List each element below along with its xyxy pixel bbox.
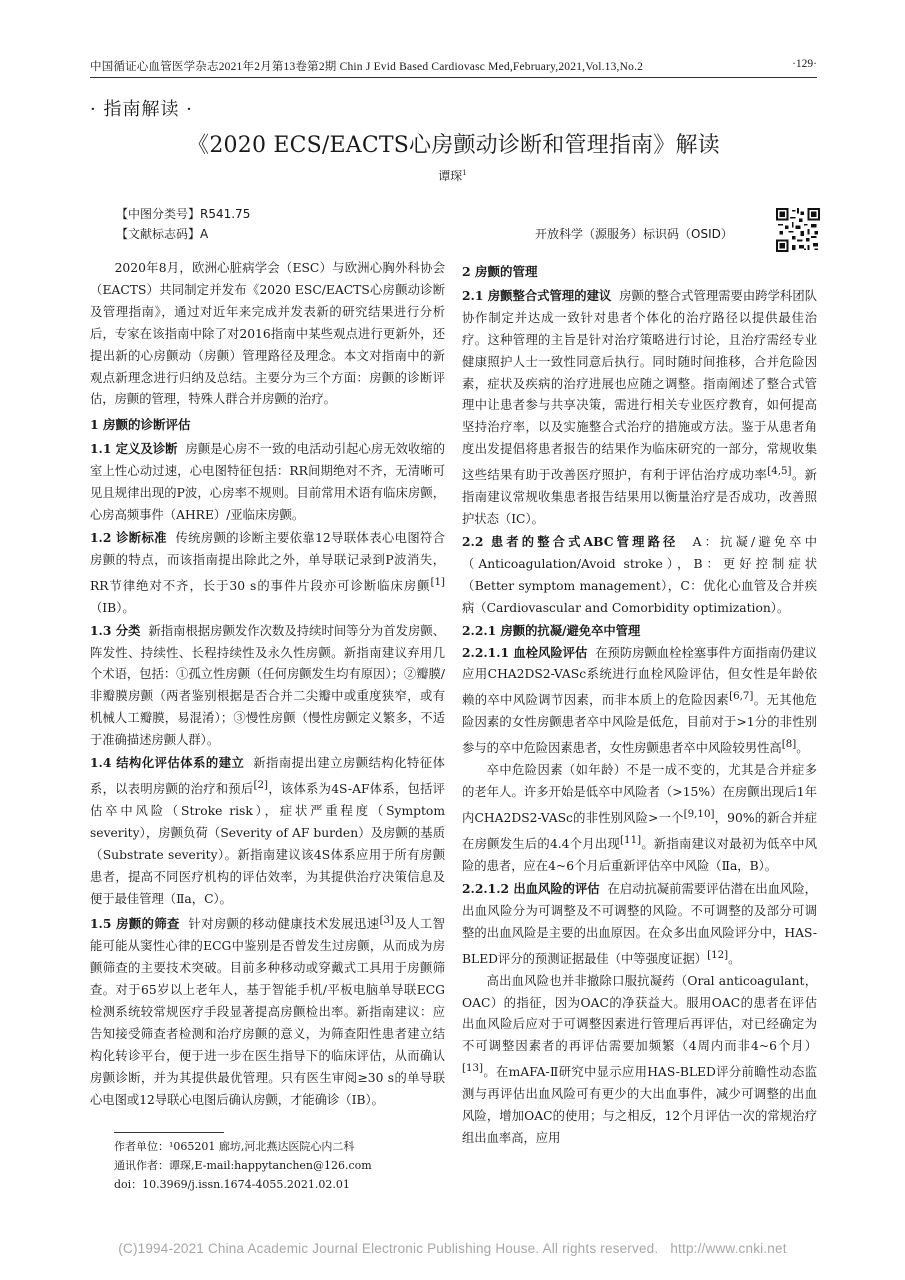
section-1-heading: 1 房颤的诊断评估 [90,417,191,433]
section-1-3-text: 新指南根据房颤发作次数及持续时间等分为首发房颤、阵发性、持续性、长程持续性及永久性房颤。新指南建议弃用几个术语，包括：①孤立性房颤（任何房颤发生均有原因）；②瓣膜/非瓣膜房颤（两者鉴别根据是否合并二尖瓣中或重度狭窄，或有机械人工瓣膜，易混淆）；③慢性房颤（慢性房颤定义繁多，不适于准确描述房颤人群）。 [90,623,445,748]
section-1-5 [90,910,445,1111]
citation: [12] [707,948,729,961]
article-title: 《2020 ECS/EACTS心房颤动诊断和管理指南》解读 [187,133,720,158]
section-1-5-text: 针对房颤的移动健康技术发展迅速 [188,917,380,932]
footnotes [114,1137,372,1194]
citation: [8] [781,738,797,751]
header-rule [90,77,817,78]
section-2-2-1-2 [462,878,817,971]
citation: [2] [253,778,269,791]
citation: [3] [379,914,395,927]
intro-paragraph: 2020年8月，欧洲心脏病学会（ESC）与欧洲心胸外科协会（EACTS）共同制定并发布《2020 ESC/EACTS心房颤动诊断及管理指南》，通过对近年来完成并发表新的研究结果进行分析后，专家在该指南中除了对2016指南中某些观点进行更新外，还提出新的心房颤动（房颤）管理路径及理念。本文对指南中的新观点新理念进行归纳及总结。主要分为三个方面：房颤的诊断评估，房颤的管理，特殊人群合并房颤的治疗。 [90,261,445,407]
section-2-1-heading: 2.1 房颤整合式管理的建议 [462,287,612,303]
section-1-1-text: 房颤是心房不一致的电活动引起心房无效收缩的室上性心动过速，心电图特征包括：RR间期绝对不齐，无清晰可见且规律出现的P波，心房率不规则。目前常用术语有临床房颤，心房高频事件（AHRE）/亚临床房颤。 [90,442,445,522]
section-1-4-text-cont: ，该体系为4S-AF体系，包括评估卒中风险（Stroke risk），症状严重程度（Symptom severity），房颤负荷（Severity of AF burden）及房颤的基质（Substrate severity）。新指南建议该4S体系应用于所有房颤患者，提高不同医疗机构的评估效率，为其提供治疗决策信息及便于最佳管理（Ⅱa，C）。 [90,782,445,906]
section-1-1-heading: 1.1 定义及诊断 [90,441,178,457]
age-risk-text-cont: ，90%的新合并症在房颤发生后的4.4个月出现 [462,811,817,852]
right-column [462,258,817,1150]
citation: [6,7] [729,690,754,703]
age-risk-text: 卒中危险因素（如年龄）不是一成不变的，尤其是合并症多的老年人。许多开始是低卒中风险者（>15%）在房颤出现后1年内CHA2DS2-VASc的非性别风险>一个 [462,763,817,826]
section-2-1 [462,285,817,531]
corresponding-author: 通讯作者：谭琛,E-mail:happytanchen@126.com [114,1159,372,1172]
section-2-2-1-1-end: 。 [796,741,809,756]
footnote-rule [114,1132,224,1133]
author [0,167,905,184]
section-1-4-text: 新指南提出建立房颤结构化特征体系，以表明房颤的治疗和预后 [90,756,445,797]
section-1-4-heading: 1.4 结构化评估体系的建立 [90,755,245,771]
section-1-5-text-cont: 及人工智能可能从窦性心律的ECG中鉴别是否曾发生过房颤，从而成为房颤筛查的主要技术突破。目前多种移动或穿戴式工具用于房颤筛查。对于65岁以上老年人，基于智能手机/平板电脑单导联ECG检测系统较常规医疗手段显著提高房颤检出率。新指南建议：应告知接受筛查者检测和治疗房颤的意义，为筛查阳性患者建立结构化转诊平台，便于进一步在医生指导下的临床评估，从而确认房颤诊断，并为其提供最优管理。只有医生审阅≥30 s的单导联心电图或12导联心电图后确认房颤，才能确诊（ⅠB）。 [90,917,445,1107]
citation: [9,10] [683,808,715,821]
age-risk-text-end: 。新指南建议对最初为低卒中风险的患者，应在4~6个月后重新评估卒中风险（Ⅱa，B）。 [462,837,817,874]
bleeding-text: 高出血风险也并非撤除口服抗凝药（Oral anticoagulant，OAC）的指征，因为OAC的净获益大。服用OAC的患者在评估出血风险后应对于可调整因素进行管理后再评估，对已经确定为不可调整因素者的再评估需要加频繁（4周内而非4~6个月） [462,973,817,1054]
section-2-2-1-2-end: 。 [728,951,741,966]
section-1-2-text: 传统房颤的诊断主要依靠12导联体表心电图符合房颤的特点，而该指南提出除此之外，单导联记录到P波消失，RR节律绝对不齐，长于30 s的事件片段亦可诊断临床房颤 [90,530,445,593]
citation: [11] [620,834,642,847]
section-2-2-1-1-heading: 2.2.1.1 血栓风险评估 [462,644,588,660]
section-1-3 [90,620,445,752]
age-risk-paragraph [462,760,817,878]
section-2-2-heading: 2.2 患者的整合式ABC管理路径 [462,533,679,549]
author-affil-mark: 1 [462,169,467,177]
citation: [13] [462,1062,484,1075]
section-1-4 [90,752,445,910]
clc-number: 【中图分类号】R541.75 [116,207,251,221]
author-name: 谭琛 [438,169,463,183]
copyright-watermark [0,1241,905,1256]
section-1-2-heading: 1.2 诊断标准 [90,529,167,545]
journal-info: 中国循证心血管医学杂志2021年2月第13卷第2期 Chin J Evid Based Cardiovasc Med,February,2021,Vol.13,No.2 [90,61,644,73]
section-2-2-1-2-text: 在启动抗凝前需要评估潜在出血风险，出血风险分为可调整及不可调整的风险。不可调整的及部分可调整的出血风险是主要的出血原因。在众多出血风险评分中，HAS-BLED评分的预测证据最佳（中等强度证据） [462,881,817,966]
section-2-2 [462,531,817,620]
section-2-2-1-2-heading: 2.2.1.2 出血风险的评估 [462,880,600,896]
author-unit: 作者单位：¹065201 廊坊,河北燕达医院心内二科 [114,1140,355,1153]
section-2-2-1-1 [462,642,817,761]
bleeding-text-cont: 。在mAFA-Ⅱ研究中显示应用HAS-BLED评分前瞻性动态监测与再评估出血风险可有更少的大出血事件，减少可调整的出血风险，增加OAC的使用；与之相反，12个月评估一次的常规治疗组出血率高，应用 [462,1065,817,1146]
page-number: ·129· [792,58,817,70]
section-2-1-text-cont: 。新指南建议常规收集患者报告结果用以衡量治疗是否成功，改善照护状态（ⅠC）。 [462,468,817,527]
section-2-2-1-1-text-cont: 。无其他危险因素的女性房颤患者卒中风险是低危，目前对于>1分的非性别参与的卒中危险因素患者，女性房颤患者卒中风险较男性高 [462,693,817,756]
section-1-2-end: （ⅠB）。 [90,600,135,615]
doi: doi：10.3969/j.issn.1674-4055.2021.02.01 [114,1178,350,1191]
section-1-5-heading: 1.5 房颤的筛查 [90,916,180,932]
cnki-url: http://www.cnki.net [670,1241,787,1256]
section-1-1 [90,438,445,527]
section-2-2-text: A：抗凝/避免卒中（Anticoagulation/Avoid stroke），B：更好控制症状（Better symptom management），C：优化心血管及合并疾病（Cardiovascular and Comorbidity optimization）。 [462,534,818,615]
section-1-2 [90,527,445,620]
section-1-3-heading: 1.3 分类 [90,622,141,638]
citation: [1] [430,575,445,588]
copyright-text: (C)1994-2021 China Academic Journal Electronic Publishing House. All rights reserved. [118,1241,659,1256]
running-header [90,50,817,80]
left-column [90,258,445,1112]
osid-label: 开放科学（源服务）标识码（OSID） [535,227,733,241]
citation: [4,5] [767,465,792,478]
section-2-heading: 2 房颤的管理 [462,264,538,279]
section-2-2-1-1-text: 在预防房颤血栓栓塞事件方面指南仍建议应用CHA2DS2-VASc系统进行血栓风险评估，但女性是年龄依赖的卒中风险调节因素，而非本质上的危险因素 [462,645,817,708]
document-code: 【文献标志码】A [116,227,209,241]
column-tag: · 指南解读 · [90,99,193,120]
section-2-2-1-heading: 2.2.1 房颤的抗凝/避免卒中管理 [462,622,641,638]
bleeding-paragraph [462,971,817,1150]
qr-code-icon [776,208,820,252]
section-2-1-text: 房颤的整合式管理需要由跨学科团队协作制定并达成一致针对患者个体化的治疗路径以提供最佳治疗。这种管理的主旨是针对治疗策略进行讨论，且治疗需经专业健康照护人士一致性同意后执行。同时随时间推移，合并危险因素，症状及疾病的治疗进展也应随之调整。指南阐述了整合式管理中让患者参与共享决策，需进行相关专业医疗教育，如何提高坚持治疗率，以及实施整合式治疗的措施或方法。鉴于从患者角度出发提倡将患者报告的结果作为临床研究的一部分，常规收集这些结果有助于改善医疗照护，有利于评估治疗成功率 [462,288,817,483]
